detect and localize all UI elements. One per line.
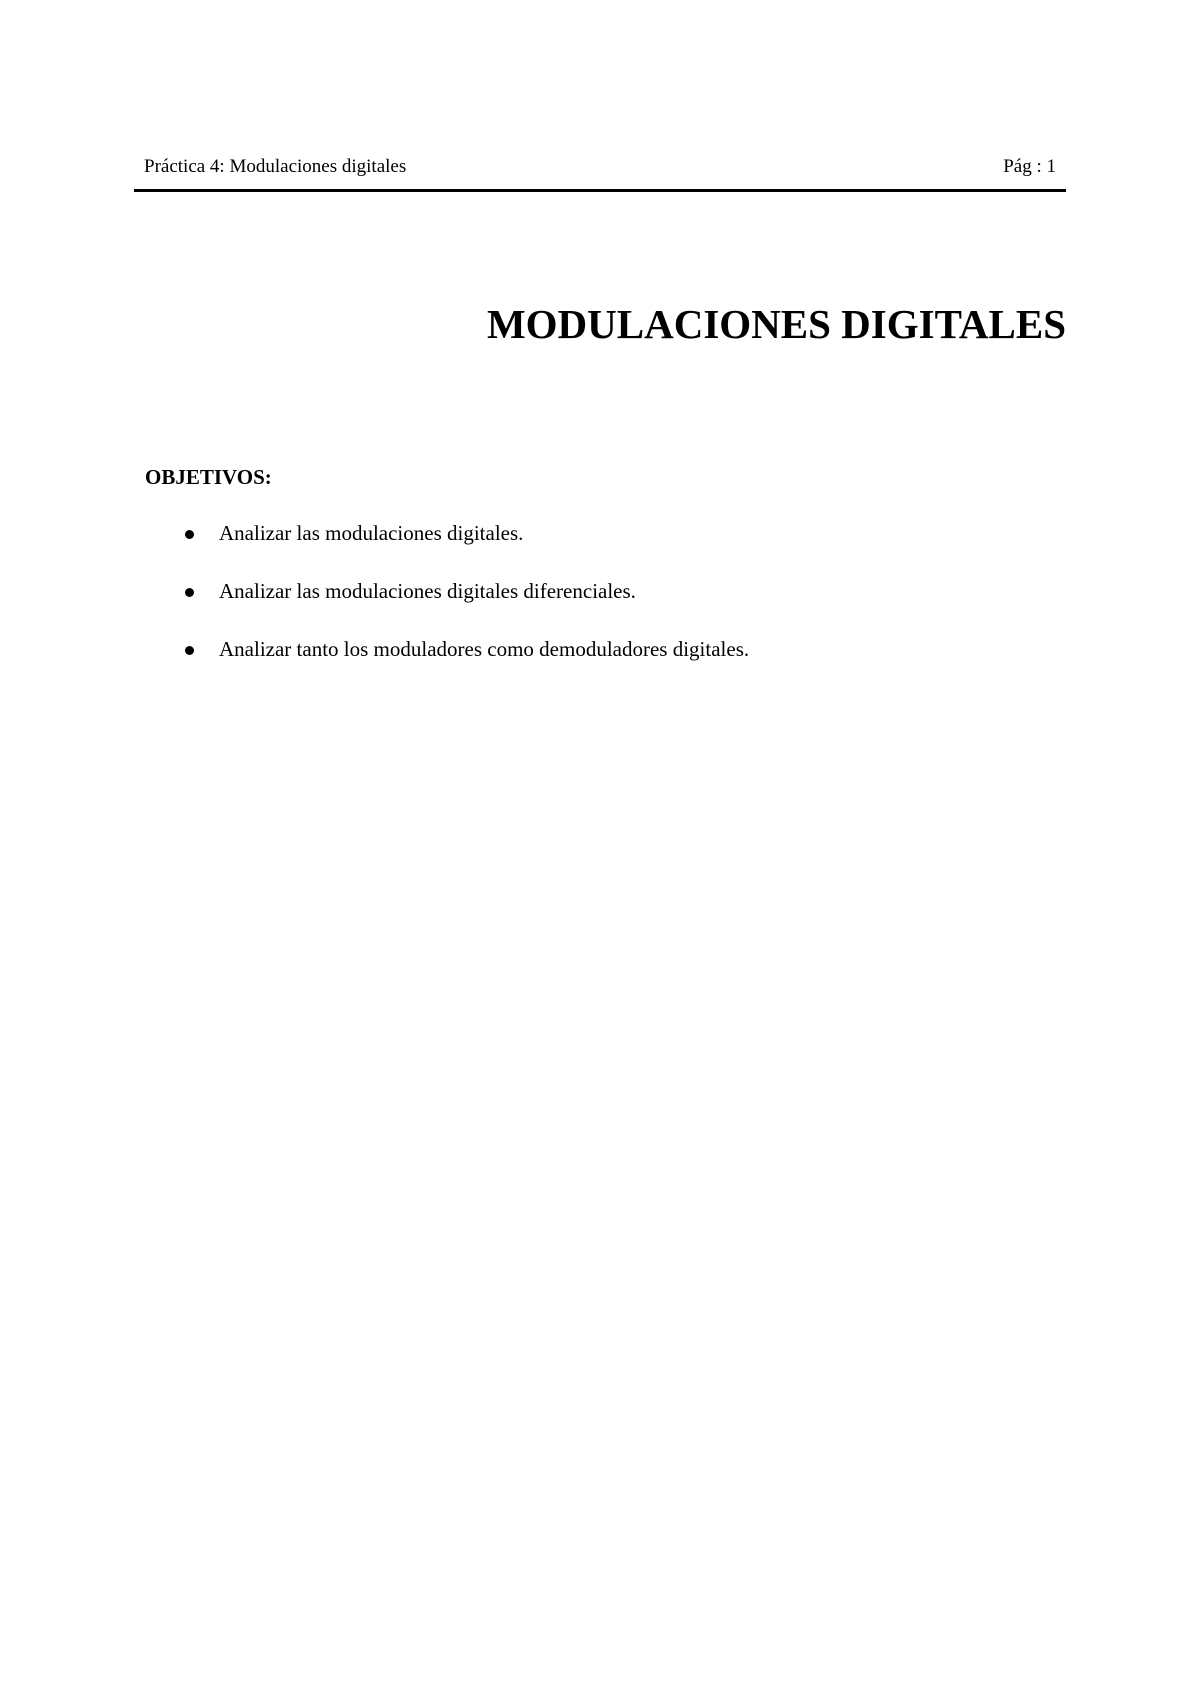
objectives-list [0,519,1200,693]
objectives-heading: OBJETIVOS: [145,465,272,489]
header-page-number: Pág : 1 [1003,156,1056,177]
objective-text: Analizar las modulaciones digitales. [219,521,524,545]
objective-text: Analizar tanto los moduladores como demoduladores digitales. [219,637,750,661]
bullet-icon [185,588,194,597]
header-practice-title: Práctica 4: Modulaciones digitales [144,156,407,177]
page-header [134,144,1066,192]
list-item [0,519,1200,577]
list-item [0,577,1200,635]
bullet-icon [185,530,194,539]
list-item [0,635,1200,693]
objective-text: Analizar las modulaciones digitales diferenciales. [219,579,636,603]
bullet-icon [185,646,194,655]
document-title: MODULACIONES DIGITALES [486,301,1066,347]
